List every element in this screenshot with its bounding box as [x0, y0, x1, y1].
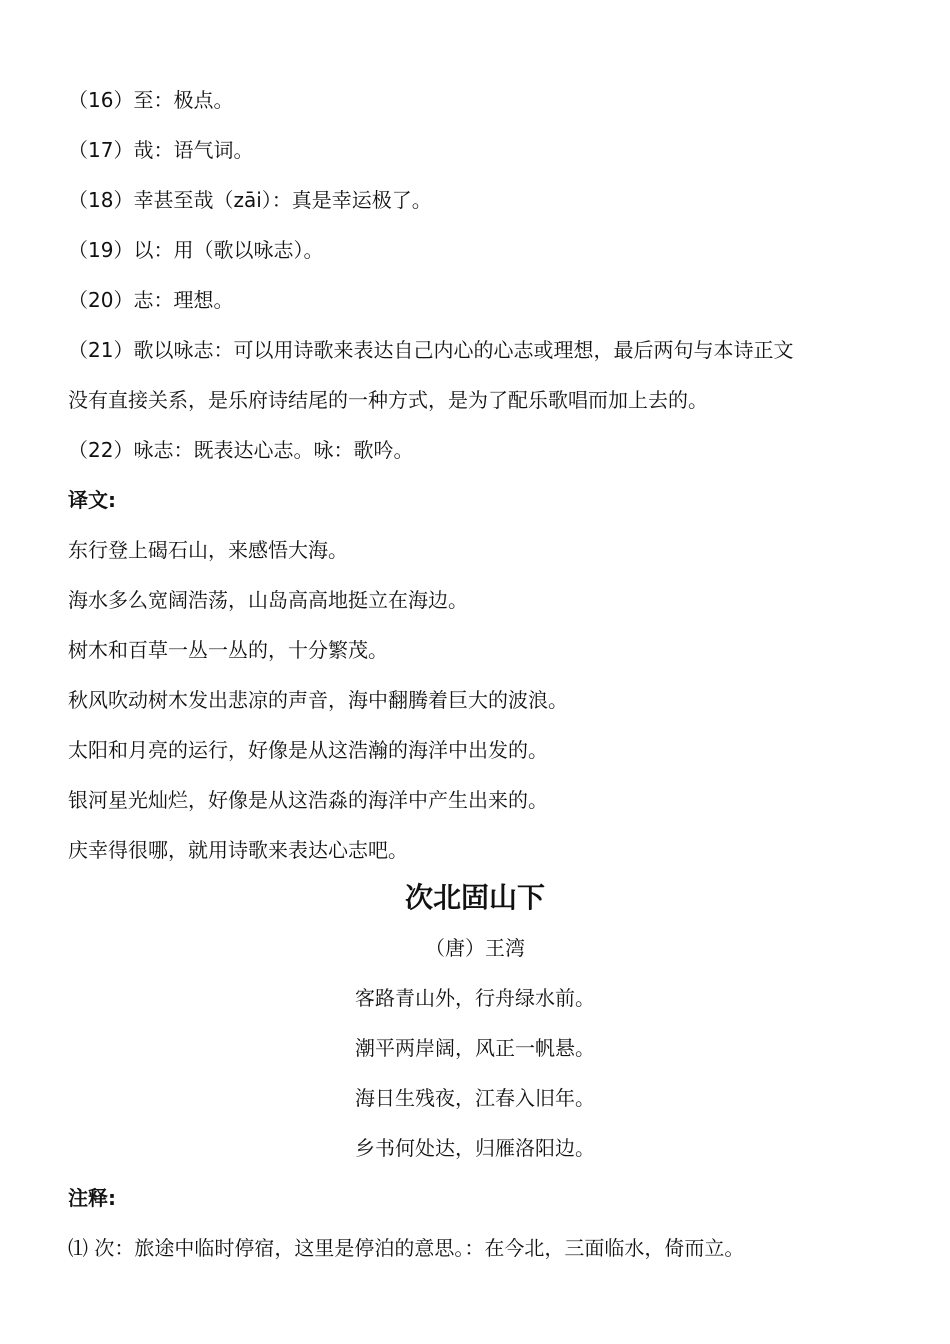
- note-21-continued: 没有直接关系，是乐府诗结尾的一种方式，是为了配乐歌唱而加上去的。: [68, 388, 708, 412]
- translation-line: 东行登上碣石山，来感悟大海。: [68, 538, 348, 562]
- note-17: （17）哉：语气词。: [68, 138, 254, 162]
- poem-line: 客路青山外，行舟绿水前。: [355, 986, 595, 1010]
- translation-line: 庆幸得很哪，就用诗歌来表达心志吧。: [68, 838, 408, 862]
- note-20: （20）志：理想。: [68, 288, 234, 312]
- note-16: （16）至：极点。: [68, 88, 234, 112]
- translation-line: 海水多么宽阔浩荡，山岛高高地挺立在海边。: [68, 588, 468, 612]
- poem-author: （唐）王湾: [425, 936, 525, 960]
- note-22: （22）咏志：既表达心志。咏：歌吟。: [68, 438, 414, 462]
- translation-line: 太阳和月亮的运行，好像是从这浩瀚的海洋中出发的。: [68, 738, 548, 762]
- note-18: （18）幸甚至哉（zāi）：真是幸运极了。: [68, 188, 432, 212]
- translation-line: 树木和百草一丛一丛的，十分繁茂。: [68, 638, 388, 662]
- poem-line: 海日生残夜，江春入旧年。: [355, 1086, 595, 1110]
- translation-line: 银河星光灿烂，好像是从这浩淼的海洋中产生出来的。: [68, 788, 548, 812]
- poem-line: 潮平两岸阔，风正一帆悬。: [355, 1036, 595, 1060]
- poem-line: 乡书何处达，归雁洛阳边。: [355, 1136, 595, 1160]
- note-19: （19）以：用（歌以咏志）。: [68, 238, 324, 262]
- translation-heading: 译文:: [68, 488, 116, 512]
- note-1: ⑴ 次：旅途中临时停宿，这里是停泊的意思。：在今北，三面临水，倚而立。: [68, 1236, 745, 1260]
- note-21: （21）歌以咏志：可以用诗歌来表达自己内心的心志或理想，最后两句与本诗正文: [68, 338, 794, 362]
- translation-line: 秋风吹动树木发出悲凉的声音，海中翻腾着巨大的波浪。: [68, 688, 568, 712]
- poem-title: 次北固山下: [404, 881, 545, 914]
- notes-heading: 注释:: [68, 1186, 116, 1210]
